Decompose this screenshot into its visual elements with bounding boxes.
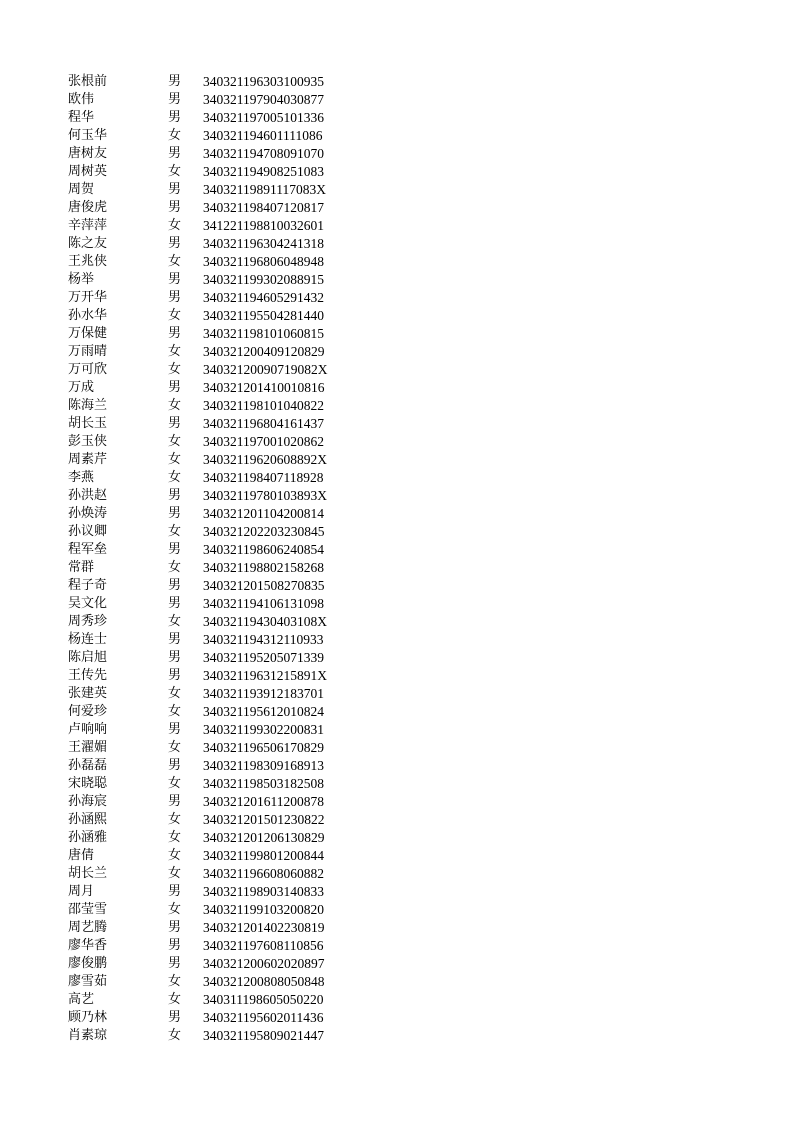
id-number-cell: 340321198309168913 [203, 758, 324, 773]
gender-cell: 女 [168, 254, 182, 269]
name-cell: 杨连士 [68, 632, 108, 647]
id-number-cell: 341221198810032601 [203, 218, 324, 233]
id-number-cell: 340321195602011436 [203, 1010, 324, 1025]
table-row [68, 415, 328, 433]
name-cell: 王兆侠 [68, 254, 108, 269]
name-cell: 何爱珍 [68, 704, 108, 719]
table-row [68, 613, 328, 631]
id-number-cell: 340321199801200844 [203, 848, 324, 863]
table-row [68, 343, 328, 361]
name-cell: 卢响响 [68, 722, 108, 737]
name-cell: 廖华香 [68, 938, 108, 953]
id-number-cell: 34032119891117083X [203, 182, 326, 197]
name-cell: 顾乃林 [68, 1010, 108, 1025]
gender-cell: 男 [168, 758, 182, 773]
gender-cell: 女 [168, 830, 182, 845]
id-number-cell: 34032119631215891X [203, 668, 327, 683]
gender-cell: 男 [168, 506, 182, 521]
table-row [68, 991, 328, 1009]
name-cell: 孙涵雅 [68, 830, 108, 845]
name-cell: 何玉华 [68, 128, 108, 143]
name-cell: 周月 [68, 884, 95, 899]
id-number-cell: 340321198101040822 [203, 398, 324, 413]
table-row [68, 91, 328, 109]
table-row [68, 667, 328, 685]
name-cell: 欧伟 [68, 92, 95, 107]
gender-cell: 女 [168, 992, 182, 1007]
gender-cell: 男 [168, 668, 182, 683]
name-cell: 廖雪茹 [68, 974, 108, 989]
name-cell: 彭玉侠 [68, 434, 108, 449]
gender-cell: 女 [168, 452, 182, 467]
id-number-cell: 340321200409120829 [203, 344, 325, 359]
id-number-cell: 340321201501230822 [203, 812, 325, 827]
name-cell: 辛萍萍 [68, 218, 108, 233]
gender-cell: 男 [168, 596, 182, 611]
name-cell: 周贺 [68, 182, 95, 197]
gender-cell: 男 [168, 74, 182, 89]
name-cell: 程子奇 [68, 578, 108, 593]
table-row [68, 181, 328, 199]
name-cell: 陈之友 [68, 236, 108, 251]
table-row [68, 487, 328, 505]
id-number-cell: 34032119620608892X [203, 452, 327, 467]
id-number-cell: 340321197001020862 [203, 434, 324, 449]
gender-cell: 男 [168, 326, 182, 341]
id-number-cell: 340321193912183701 [203, 686, 324, 701]
id-number-cell: 340321195504281440 [203, 308, 324, 323]
name-cell: 王传先 [68, 668, 108, 683]
gender-cell: 女 [168, 740, 182, 755]
name-cell: 常群 [68, 560, 95, 575]
gender-cell: 男 [168, 1010, 182, 1025]
gender-cell: 男 [168, 290, 182, 305]
gender-cell: 男 [168, 236, 182, 251]
name-cell: 程军垒 [68, 542, 108, 557]
gender-cell: 女 [168, 974, 182, 989]
record-table [68, 73, 328, 1045]
id-number-cell: 340321194601111086 [203, 128, 323, 143]
gender-cell: 女 [168, 704, 182, 719]
table-row [68, 793, 328, 811]
name-cell: 万保健 [68, 326, 108, 341]
id-number-cell: 340321200808050848 [203, 974, 325, 989]
name-cell: 唐倩 [68, 848, 95, 863]
gender-cell: 女 [168, 812, 182, 827]
table-row [68, 451, 328, 469]
id-number-cell: 340321198503182508 [203, 776, 324, 791]
name-cell: 周艺腾 [68, 920, 108, 935]
id-number-cell: 340321201206130829 [203, 830, 325, 845]
table-row [68, 523, 328, 541]
table-row [68, 739, 328, 757]
id-number-cell: 340321199302200831 [203, 722, 324, 737]
name-cell: 周素芹 [68, 452, 108, 467]
table-row [68, 937, 328, 955]
id-number-cell: 340321194708091070 [203, 146, 324, 161]
name-cell: 孙水华 [68, 308, 108, 323]
name-cell: 胡长兰 [68, 866, 108, 881]
table-row [68, 811, 328, 829]
table-row [68, 73, 328, 91]
gender-cell: 女 [168, 470, 182, 485]
gender-cell: 女 [168, 560, 182, 575]
table-row [68, 307, 328, 325]
name-cell: 周秀珍 [68, 614, 108, 629]
name-cell: 孙海宸 [68, 794, 108, 809]
table-row [68, 631, 328, 649]
id-number-cell: 340321196608060882 [203, 866, 324, 881]
table-row [68, 883, 328, 901]
id-number-cell: 340321198101060815 [203, 326, 324, 341]
id-number-cell: 34032119430403108X [203, 614, 327, 629]
gender-cell: 男 [168, 380, 182, 395]
gender-cell: 女 [168, 164, 182, 179]
table-row [68, 847, 328, 865]
gender-cell: 女 [168, 128, 182, 143]
table-row [68, 775, 328, 793]
id-number-cell: 340321197005101336 [203, 110, 324, 125]
table-row [68, 595, 328, 613]
table-row [68, 1027, 328, 1045]
gender-cell: 女 [168, 1028, 182, 1043]
name-cell: 孙涵熙 [68, 812, 108, 827]
id-number-cell: 340321196304241318 [203, 236, 324, 251]
gender-cell: 女 [168, 344, 182, 359]
id-number-cell: 340321195205071339 [203, 650, 324, 665]
id-number-cell: 340321196303100935 [203, 74, 324, 89]
gender-cell: 男 [168, 542, 182, 557]
table-row [68, 649, 328, 667]
gender-cell: 女 [168, 686, 182, 701]
name-cell: 万成 [68, 380, 95, 395]
name-cell: 万开华 [68, 290, 108, 305]
table-row [68, 865, 328, 883]
id-number-cell: 340321201402230819 [203, 920, 325, 935]
name-cell: 邵莹雪 [68, 902, 108, 917]
name-cell: 张建英 [68, 686, 108, 701]
table-row [68, 469, 328, 487]
table-row [68, 685, 328, 703]
name-cell: 肖素琼 [68, 1028, 108, 1043]
gender-cell: 男 [168, 794, 182, 809]
gender-cell: 女 [168, 524, 182, 539]
table-row [68, 505, 328, 523]
table-row [68, 919, 328, 937]
gender-cell: 女 [168, 308, 182, 323]
id-number-cell: 340321198407120817 [203, 200, 324, 215]
id-number-cell: 340321198802158268 [203, 560, 324, 575]
name-cell: 王濯媚 [68, 740, 108, 755]
table-row [68, 361, 328, 379]
table-row [68, 433, 328, 451]
name-cell: 唐树友 [68, 146, 108, 161]
id-number-cell: 340321198903140833 [203, 884, 324, 899]
gender-cell: 男 [168, 938, 182, 953]
id-number-cell: 340321194312110933 [203, 632, 324, 647]
table-row [68, 163, 328, 181]
table-row [68, 829, 328, 847]
table-row [68, 289, 328, 307]
id-number-cell: 340321195612010824 [203, 704, 324, 719]
name-cell: 宋晓聪 [68, 776, 108, 791]
id-number-cell: 340321201611200878 [203, 794, 324, 809]
table-row [68, 541, 328, 559]
table-row [68, 379, 328, 397]
id-number-cell: 34032119780103893X [203, 488, 327, 503]
name-cell: 万可欣 [68, 362, 108, 377]
name-cell: 孙议卿 [68, 524, 108, 539]
gender-cell: 男 [168, 956, 182, 971]
name-cell: 廖俊鹏 [68, 956, 108, 971]
table-row [68, 559, 328, 577]
id-number-cell: 340321194106131098 [203, 596, 324, 611]
gender-cell: 男 [168, 416, 182, 431]
gender-cell: 男 [168, 632, 182, 647]
gender-cell: 女 [168, 614, 182, 629]
name-cell: 孙磊磊 [68, 758, 108, 773]
name-cell: 杨举 [68, 272, 95, 287]
name-cell: 孙焕涛 [68, 506, 108, 521]
id-number-cell: 340321197608110856 [203, 938, 324, 953]
id-number-cell: 340321200602020897 [203, 956, 325, 971]
name-cell: 李燕 [68, 470, 95, 485]
name-cell: 张根前 [68, 74, 108, 89]
name-cell: 万雨晴 [68, 344, 108, 359]
gender-cell: 男 [168, 182, 182, 197]
gender-cell: 女 [168, 902, 182, 917]
gender-cell: 男 [168, 200, 182, 215]
id-number-cell: 340321201508270835 [203, 578, 325, 593]
id-number-cell: 340321196806048948 [203, 254, 324, 269]
table-row [68, 955, 328, 973]
id-number-cell: 340321199302088915 [203, 272, 324, 287]
id-number-cell: 34032120090719082X [203, 362, 328, 377]
gender-cell: 男 [168, 92, 182, 107]
id-number-cell: 340321202203230845 [203, 524, 325, 539]
table-row [68, 127, 328, 145]
gender-cell: 男 [168, 488, 182, 503]
id-number-cell: 340311198605050220 [203, 992, 324, 1007]
name-cell: 高艺 [68, 992, 95, 1007]
name-cell: 陈海兰 [68, 398, 108, 413]
id-number-cell: 340321199103200820 [203, 902, 324, 917]
gender-cell: 男 [168, 650, 182, 665]
id-number-cell: 340321198407118928 [203, 470, 324, 485]
gender-cell: 男 [168, 884, 182, 899]
name-cell: 孙洪赵 [68, 488, 108, 503]
id-number-cell: 340321196506170829 [203, 740, 324, 755]
id-number-cell: 340321201104200814 [203, 506, 324, 521]
table-row [68, 109, 328, 127]
table-row [68, 721, 328, 739]
gender-cell: 女 [168, 866, 182, 881]
id-number-cell: 340321196804161437 [203, 416, 324, 431]
gender-cell: 女 [168, 434, 182, 449]
id-number-cell: 340321197904030877 [203, 92, 324, 107]
table-row [68, 577, 328, 595]
table-row [68, 199, 328, 217]
gender-cell: 男 [168, 920, 182, 935]
id-number-cell: 340321195809021447 [203, 1028, 324, 1043]
gender-cell: 女 [168, 218, 182, 233]
table-row [68, 703, 328, 721]
table-row [68, 253, 328, 271]
table-row [68, 901, 328, 919]
table-row [68, 271, 328, 289]
table-row [68, 973, 328, 991]
table-row [68, 217, 328, 235]
table-row [68, 235, 328, 253]
gender-cell: 女 [168, 398, 182, 413]
gender-cell: 女 [168, 848, 182, 863]
table-row [68, 757, 328, 775]
table-row [68, 325, 328, 343]
gender-cell: 男 [168, 110, 182, 125]
name-cell: 周树英 [68, 164, 108, 179]
name-cell: 唐俊虎 [68, 200, 108, 215]
gender-cell: 男 [168, 578, 182, 593]
table-row [68, 145, 328, 163]
id-number-cell: 340321198606240854 [203, 542, 324, 557]
gender-cell: 男 [168, 272, 182, 287]
record-list [68, 73, 328, 1045]
id-number-cell: 340321201410010816 [203, 380, 325, 395]
name-cell: 程华 [68, 110, 95, 125]
id-number-cell: 340321194908251083 [203, 164, 324, 179]
name-cell: 吴文化 [68, 596, 108, 611]
id-number-cell: 340321194605291432 [203, 290, 324, 305]
gender-cell: 男 [168, 146, 182, 161]
gender-cell: 男 [168, 722, 182, 737]
name-cell: 陈启旭 [68, 650, 108, 665]
gender-cell: 女 [168, 362, 182, 377]
table-row [68, 1009, 328, 1027]
name-cell: 胡长玉 [68, 416, 108, 431]
table-row [68, 397, 328, 415]
gender-cell: 女 [168, 776, 182, 791]
